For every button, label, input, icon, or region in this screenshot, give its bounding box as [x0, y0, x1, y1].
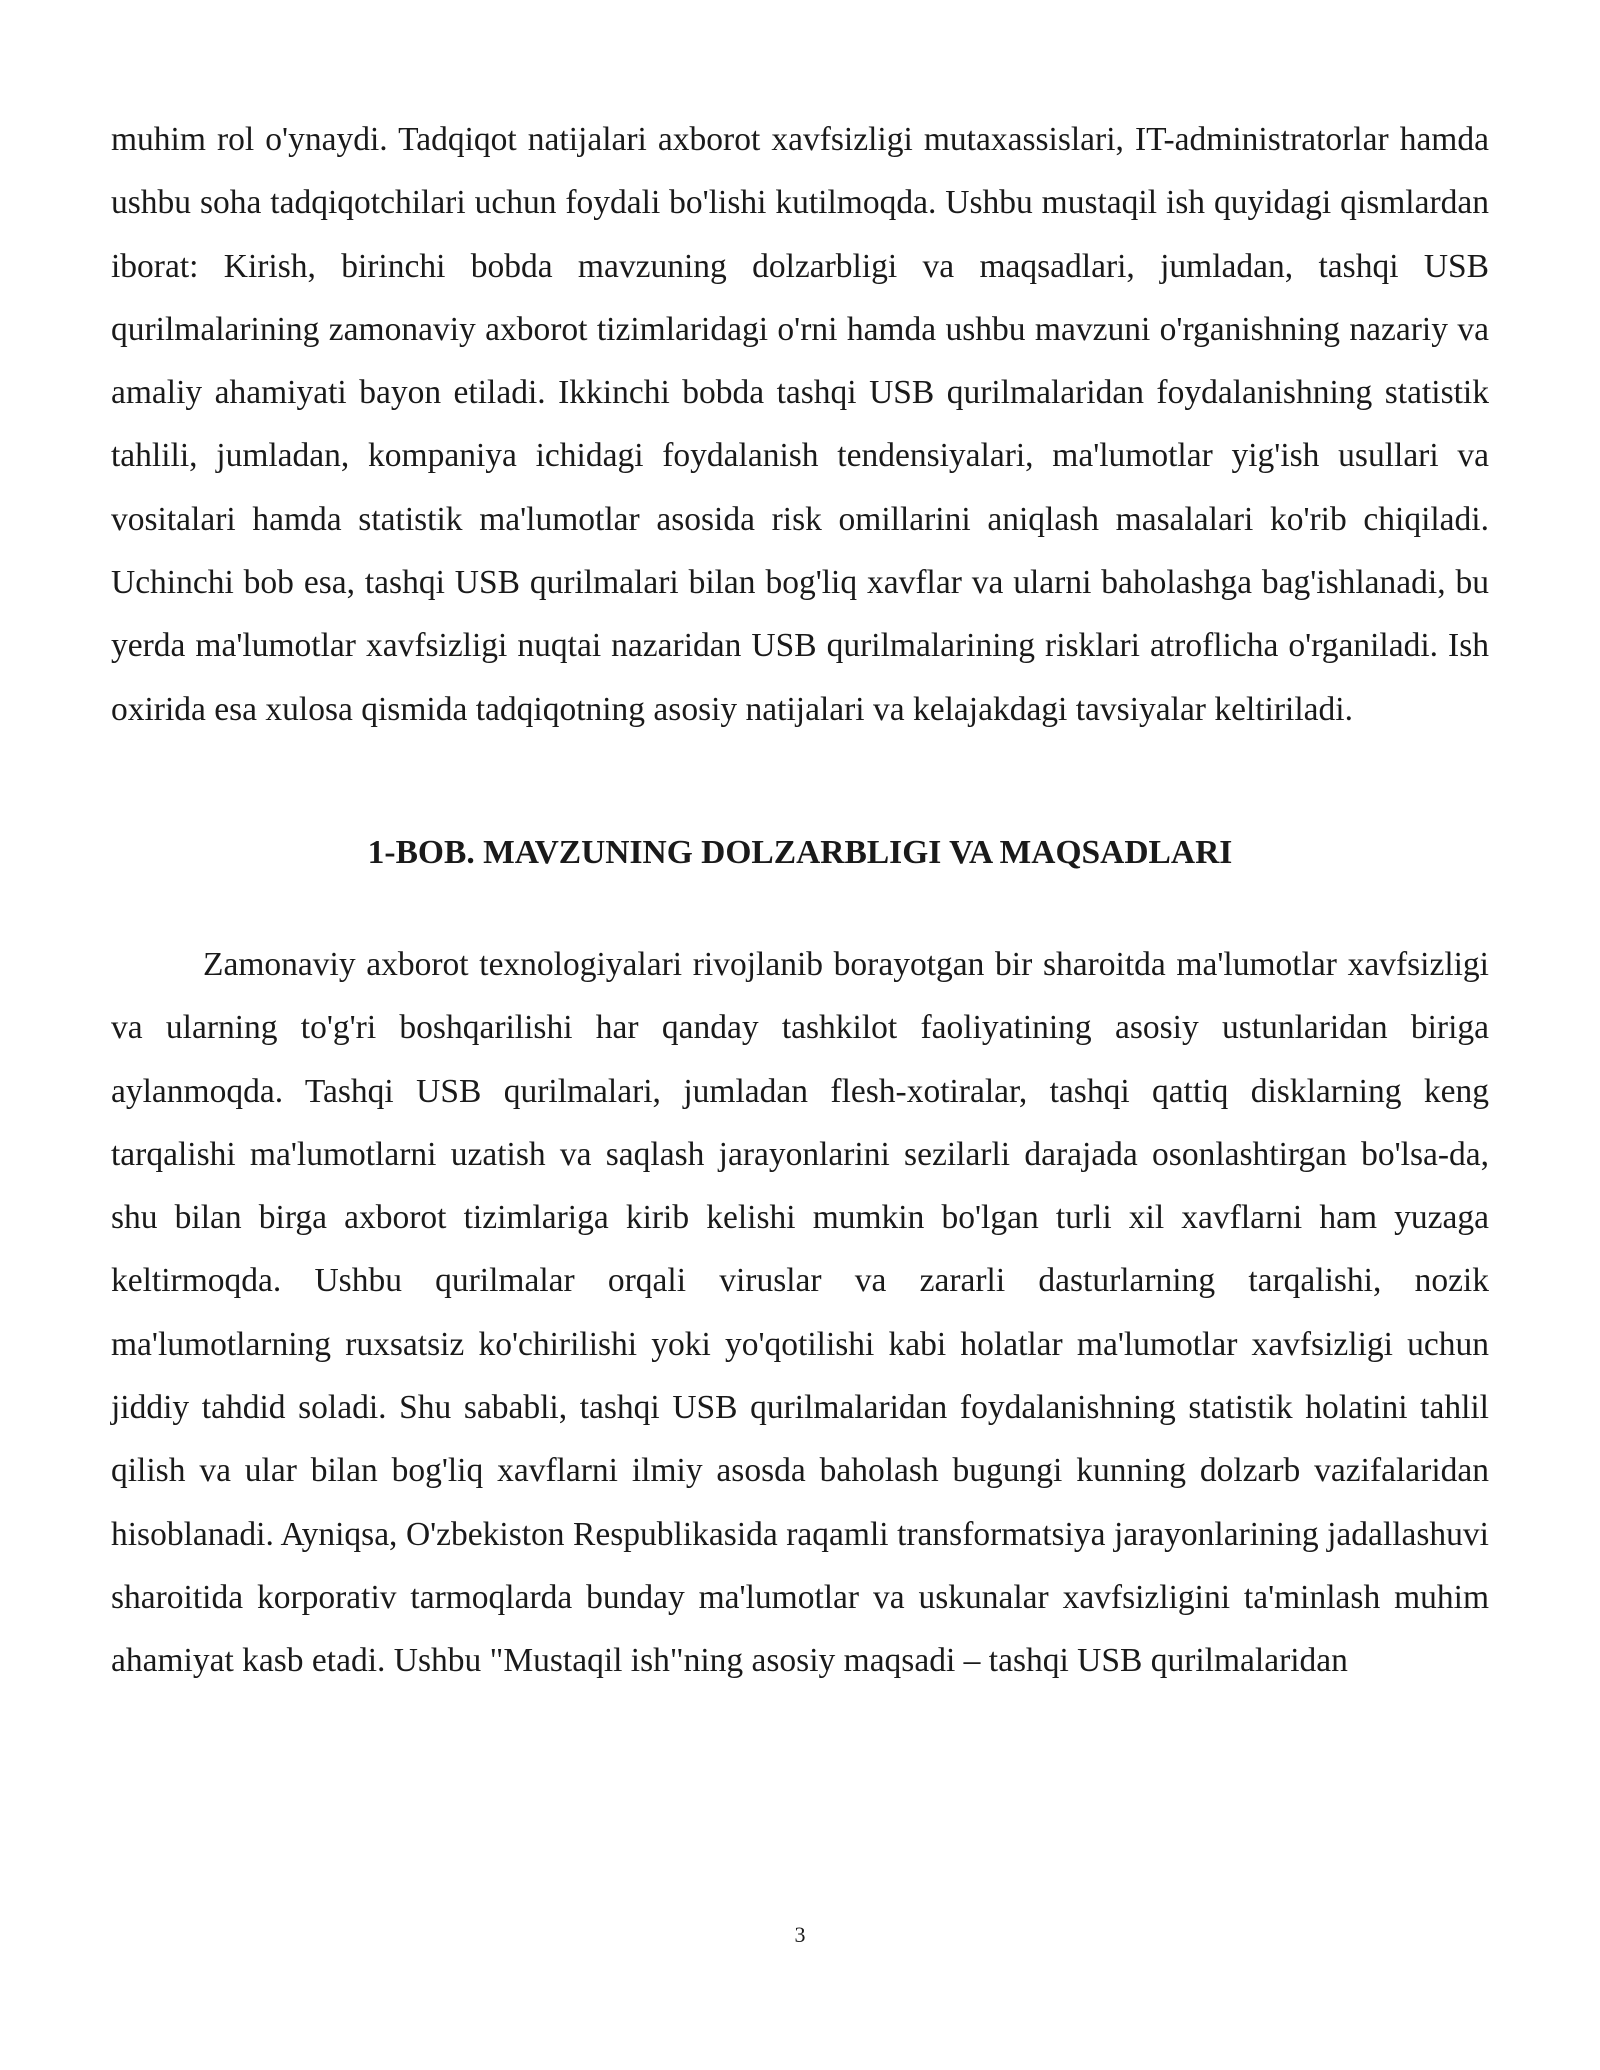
- chapter-heading: 1-BOB. MAVZUNING DOLZARBLIGI VA MAQSADLARI: [367, 833, 1233, 871]
- page-content: [111, 108, 1489, 1693]
- body-paragraph-chapter-1: Zamonaviy axborot texnologiyalari rivojlanib borayotgan bir sharoitda ma'lumotlar xavfsizligi va ularning to'g'ri boshqarilishi har qanday tashkilot faoliyatining asosiy ustunlaridan biriga aylanmoqda. Tashqi USB qurilmalari, jumladan flesh-xotiralar, tashqi qattiq disklarning keng tarqalishi ma'lumotlarni uzatish va saqlash jarayonlarini sezilarli darajada osonlashtirgan bo'lsa-da, shu bilan birga axborot tizimlariga kirib kelishi mumkin bo'lgan turli xil xavflarni ham yuzaga keltirmoqda. Ushbu qurilmalar orqali viruslar va zararli dasturlarning tarqalishi, nozik ma'lumotlarning ruxsatsiz ko'chirilishi yoki yo'qotilishi kabi holatlar ma'lumotlar xavfsizligi uchun jiddiy tahdid soladi. Shu sababli, tashqi USB qurilmalaridan foydalanishning statistik holatini tahlil qilish va ular bilan bog'liq xavflarni ilmiy asosda baholash bugungi kunning dolzarb vazifalaridan hisoblanadi. Ayniqsa, O'zbekiston Respublikasida raqamli transformatsiya jarayonlarining jadallashuvi sharoitida korporativ tarmoqlarda bunday ma'lumotlar va uskunalar xavfsizligini ta'minlash muhim ahamiyat kasb etadi. Ushbu "Mustaqil ish"ning asosiy maqsadi – tashqi USB qurilmalaridan: [111, 945, 1489, 1680]
- page-number: 3: [794, 1922, 806, 1947]
- body-paragraph-intro-continuation: muhim rol o'ynaydi. Tadqiqot natijalari axborot xavfsizligi mutaxassislari, IT-administratorlar hamda ushbu soha tadqiqotchilari uchun foydali bo'lishi kutilmoqda. Ushbu mustaqil ish quyidagi qismlardan iborat: Kirish, birinchi bobda mavzuning dolzarbligi va maqsadlari, jumladan, tashqi USB qurilmalarining zamonaviy axborot tizimlaridagi o'rni hamda ushbu mavzuni o'rganishning nazariy va amaliy ahamiyati bayon etiladi. Ikkinchi bobda tashqi USB qurilmalaridan foydalanishning statistik tahlili, jumladan, kompaniya ichidagi foydalanish tendensiyalari, ma'lumotlar yig'ish usullari va vositalari hamda statistik ma'lumotlar asosida risk omillarini aniqlash masalalari ko'rib chiqiladi. Uchinchi bob esa, tashqi USB qurilmalari bilan bog'liq xavflar va ularni baholashga bag'ishlanadi, bu yerda ma'lumotlar xavfsizligi nuqtai nazaridan USB qurilmalarining risklari atroflicha o'rganiladi. Ish oxirida esa xulosa qismida tadqiqotning asosiy natijalari va kelajakdagi tavsiyalar keltiriladi.: [111, 121, 1489, 728]
